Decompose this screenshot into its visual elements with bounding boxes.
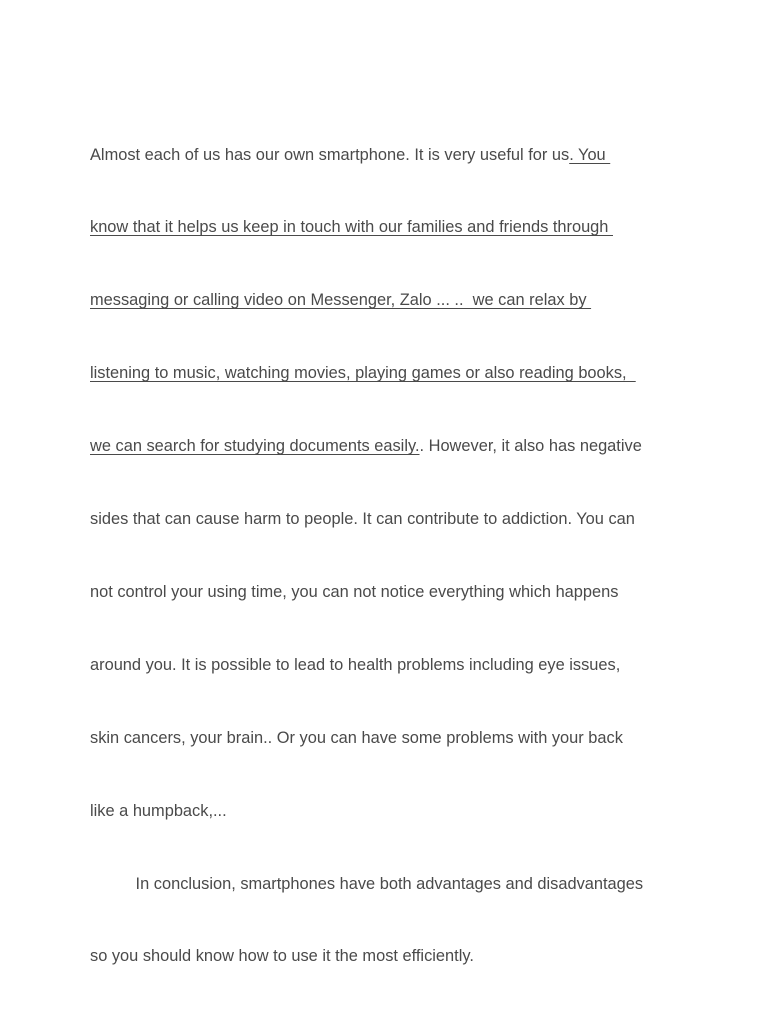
underlined-text: listening to music, watching movies, playing games or also reading books, bbox=[90, 364, 636, 383]
text-span: . However, it also has negative bbox=[419, 437, 642, 456]
essay-text bbox=[90, 94, 682, 1017]
underlined-text: . You bbox=[569, 145, 611, 164]
text-line bbox=[90, 288, 682, 312]
text-line bbox=[90, 215, 682, 239]
text-line bbox=[90, 361, 682, 385]
underlined-text: we can search for studying documents easily. bbox=[90, 437, 420, 456]
text-line: like a humpback,... bbox=[90, 801, 227, 820]
text-line: around you. It is possible to lead to health problems including eye issues, bbox=[90, 655, 621, 674]
underlined-text: messaging or calling video on Messenger, Zalo ... .. we can relax by bbox=[90, 291, 592, 310]
underlined-text: know that it helps us keep in touch with our families and friends through bbox=[90, 218, 613, 237]
text-line: not control your using time, you can not notice everything which happens bbox=[90, 582, 619, 601]
text-line: skin cancers, your brain.. Or you can have some problems with your back bbox=[90, 728, 623, 747]
text-line: In conclusion, smartphones have both advantages and disadvantages bbox=[90, 874, 644, 893]
text-line: so you should know how to use it the most efficiently. bbox=[90, 947, 474, 966]
text-line bbox=[90, 434, 682, 458]
text-line: sides that can cause harm to people. It can contribute to addiction. You can bbox=[90, 510, 635, 529]
text-line bbox=[90, 143, 682, 167]
text-span: Almost each of us has our own smartphone. It is very useful for us bbox=[90, 145, 570, 164]
